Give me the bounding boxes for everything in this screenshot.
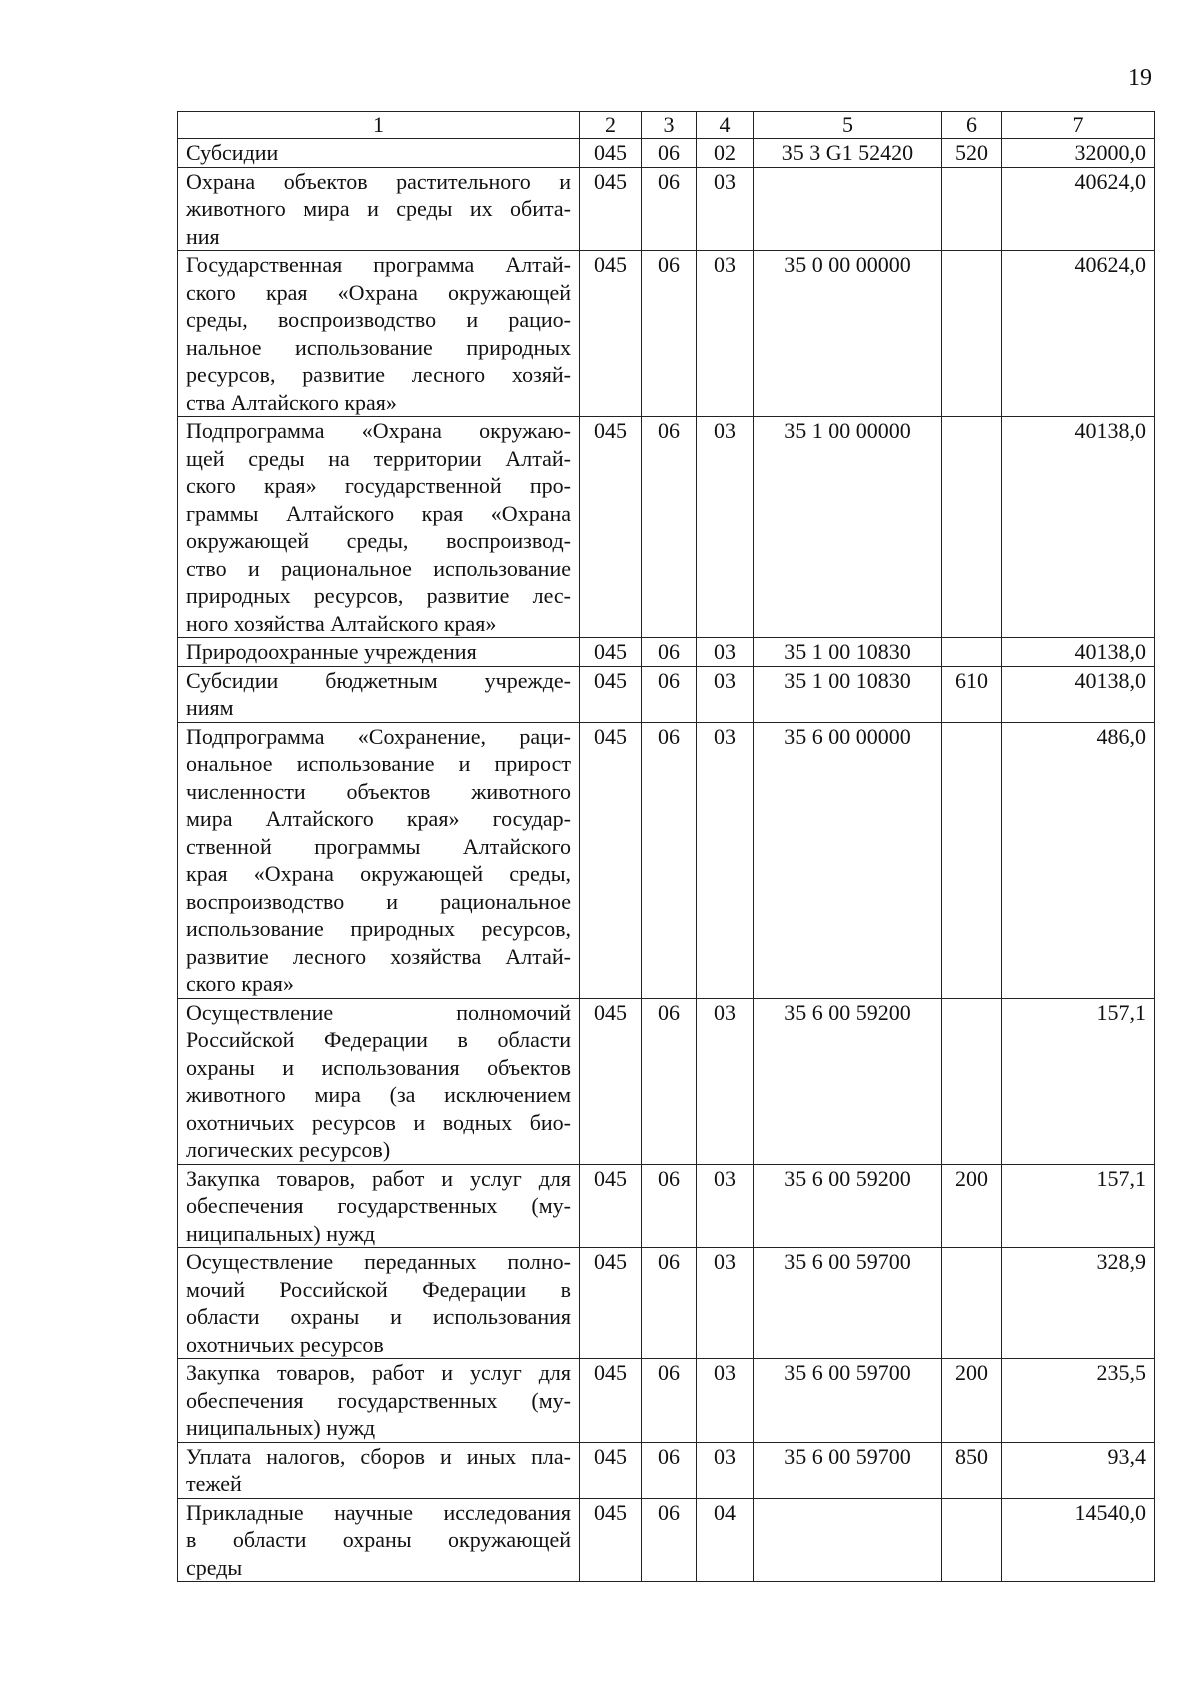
row-name [178,666,580,722]
code-admin: 045 [580,998,642,1164]
row-name [178,139,580,168]
row-name-line: численности объектов животного [186,778,571,804]
code-admin: 045 [580,1164,642,1248]
code-section: 06 [642,251,697,417]
row-name-line: Прикладные научные исследования [186,1499,571,1525]
code-expense-type [942,167,1002,251]
code-section: 06 [642,139,697,168]
table-row [178,139,1155,168]
column-header: 5 [754,112,942,139]
table-row [178,417,1155,638]
table-row [178,1498,1155,1582]
row-name-line: ниципальных) нужд [186,1415,376,1440]
code-target: 35 0 00 00000 [754,251,942,417]
row-name-line: ского края» [186,971,294,996]
table-row [178,638,1155,667]
table-row [178,722,1155,998]
code-subsection: 04 [697,1498,754,1582]
code-admin: 045 [580,251,642,417]
amount: 157,1 [1002,1164,1155,1248]
row-name-line: охотничьих ресурсов [186,1331,384,1357]
code-subsection: 03 [697,1359,754,1443]
amount: 40624,0 [1002,251,1155,417]
row-name [178,167,580,251]
code-admin: 045 [580,1442,642,1498]
code-subsection: 03 [697,417,754,638]
row-name [178,1442,580,1498]
code-target: 35 1 00 00000 [754,417,942,638]
code-subsection: 03 [697,638,754,667]
code-expense-type: 850 [942,1442,1002,1498]
row-name-line: Закупка товаров, работ и услуг для [186,1165,571,1191]
table-row [178,167,1155,251]
code-target: 35 6 00 59700 [754,1359,942,1443]
table-body [178,139,1155,1582]
code-subsection: 03 [697,1248,754,1359]
code-subsection: 03 [697,998,754,1164]
code-section: 06 [642,722,697,998]
row-name-line: Российской Федерации в области [186,1027,571,1052]
row-name-line: Природоохранные учреждения [186,639,477,664]
row-name-line: ского края» государственной про- [186,473,571,498]
row-name-line: ния [186,223,220,249]
row-name-line: Субсидии [186,140,279,165]
row-name-line: Подпрограмма «Охрана окружаю- [186,418,571,443]
code-expense-type: 200 [942,1164,1002,1248]
code-admin: 045 [580,1498,642,1582]
code-admin: 045 [580,167,642,251]
code-expense-type [942,998,1002,1164]
column-header: 4 [697,112,754,139]
code-expense-type [942,1248,1002,1359]
code-section: 06 [642,1164,697,1248]
row-name-line: животного мира и среды их обита- [186,196,571,221]
row-name-line: обеспечения государственных (му- [186,1193,571,1218]
row-name-line: граммы Алтайского края «Охрана [186,500,571,526]
row-name-line: среды [186,1554,243,1580]
budget-table [177,111,1155,1582]
amount: 40138,0 [1002,666,1155,722]
row-name-line: животного мира (за исключением [186,1082,571,1107]
amount: 40138,0 [1002,638,1155,667]
code-expense-type [942,417,1002,638]
code-admin: 045 [580,417,642,638]
code-target: 35 6 00 59700 [754,1248,942,1359]
row-name-line: ство и рациональное использование [186,555,571,581]
row-name-line: использование природных ресурсов, [186,916,571,941]
code-expense-type [942,722,1002,998]
code-section: 06 [642,1442,697,1498]
code-section: 06 [642,1359,697,1443]
code-target: 35 1 00 10830 [754,666,942,722]
row-name-line: ниципальных) нужд [186,1220,376,1246]
row-name-line: ного хозяйства Алтайского края» [186,610,497,636]
code-section: 06 [642,1498,697,1582]
amount: 157,1 [1002,998,1155,1164]
row-name-line: охраны и использования объектов [186,1054,571,1080]
row-name [178,722,580,998]
header-row [178,112,1155,139]
code-target: 35 6 00 00000 [754,722,942,998]
row-name-line: ственной программы Алтайского [186,833,571,859]
code-section: 06 [642,666,697,722]
code-subsection: 03 [697,167,754,251]
row-name [178,1359,580,1443]
row-name-line: Осуществление полномочий [186,999,571,1025]
row-name-line: развитие лесного хозяйства Алтай- [186,943,571,969]
code-expense-type: 200 [942,1359,1002,1443]
column-header: 7 [1002,112,1155,139]
code-section: 06 [642,1248,697,1359]
row-name-line: тежей [186,1471,242,1496]
column-header: 1 [178,112,580,139]
amount: 32000,0 [1002,139,1155,168]
table-row [178,1164,1155,1248]
row-name [178,1248,580,1359]
code-target [754,167,942,251]
row-name-line: области охраны и использования [186,1304,571,1329]
amount: 40138,0 [1002,417,1155,638]
amount: 328,9 [1002,1248,1155,1359]
code-admin: 045 [580,666,642,722]
row-name-line: нальное использование природных [186,334,571,360]
code-expense-type [942,1498,1002,1582]
row-name-line: края «Охрана окружающей среды, [186,861,571,886]
amount: 486,0 [1002,722,1155,998]
code-expense-type: 520 [942,139,1002,168]
code-subsection: 03 [697,722,754,998]
row-name-line: Государственная программа Алтай- [186,252,571,277]
table-row [178,1359,1155,1443]
row-name-line: Подпрограмма «Сохранение, раци- [186,723,571,749]
row-name-line: ональное использование и прирост [186,751,571,776]
column-header: 6 [942,112,1002,139]
code-admin: 045 [580,1359,642,1443]
row-name [178,1164,580,1248]
row-name-line: мочий Российской Федерации в [186,1276,571,1302]
amount: 14540,0 [1002,1498,1155,1582]
row-name [178,638,580,667]
code-target: 35 6 00 59700 [754,1442,942,1498]
amount: 235,5 [1002,1359,1155,1443]
amount: 93,4 [1002,1442,1155,1498]
table-row [178,1442,1155,1498]
code-admin: 045 [580,722,642,998]
code-expense-type [942,638,1002,667]
table-row [178,998,1155,1164]
code-target [754,1498,942,1582]
code-target: 35 3 G1 52420 [754,139,942,168]
row-name-line: Субсидии бюджетным учрежде- [186,667,571,693]
row-name-line: логических ресурсов) [186,1137,391,1162]
code-subsection: 03 [697,1164,754,1248]
code-subsection: 02 [697,139,754,168]
row-name-line: Охрана объектов растительного и [186,168,571,194]
row-name [178,417,580,638]
row-name-line: Закупка товаров, работ и услуг для [186,1360,571,1385]
row-name-line: Уплата налогов, сборов и иных пла- [186,1443,571,1469]
code-target: 35 6 00 59200 [754,998,942,1164]
page-number: 19 [1128,65,1152,91]
code-target: 35 6 00 59200 [754,1164,942,1248]
table-row [178,251,1155,417]
code-subsection: 03 [697,1442,754,1498]
code-admin: 045 [580,1248,642,1359]
row-name-line: природных ресурсов, развитие лес- [186,583,571,608]
code-admin: 045 [580,638,642,667]
row-name-line: окружающей среды, воспроизвод- [186,528,571,553]
code-admin: 045 [580,139,642,168]
code-section: 06 [642,167,697,251]
code-section: 06 [642,998,697,1164]
row-name-line: Осуществление переданных полно- [186,1249,571,1274]
row-name-line: щей среды на территории Алтай- [186,445,571,471]
code-target: 35 1 00 10830 [754,638,942,667]
row-name-line: ресурсов, развитие лесного хозяй- [186,362,571,387]
row-name [178,998,580,1164]
amount: 40624,0 [1002,167,1155,251]
code-expense-type [942,251,1002,417]
code-section: 06 [642,638,697,667]
row-name-line: мира Алтайского края» государ- [186,806,571,831]
row-name-line: охотничьих ресурсов и водных био- [186,1109,571,1135]
row-name-line: ниям [186,695,234,720]
row-name-line: ского края «Охрана окружающей [186,279,571,305]
row-name-line: воспроизводство и рациональное [186,888,571,914]
code-subsection: 03 [697,251,754,417]
code-section: 06 [642,417,697,638]
code-expense-type: 610 [942,666,1002,722]
row-name [178,251,580,417]
table-row [178,666,1155,722]
row-name-line: обеспечения государственных (му- [186,1387,571,1413]
column-header: 2 [580,112,642,139]
column-header: 3 [642,112,697,139]
row-name [178,1498,580,1582]
table-row [178,1248,1155,1359]
row-name-line: в области охраны окружающей [186,1527,571,1552]
code-subsection: 03 [697,666,754,722]
row-name-line: среды, воспроизводство и рацио- [186,307,571,332]
row-name-line: ства Алтайского края» [186,389,397,415]
